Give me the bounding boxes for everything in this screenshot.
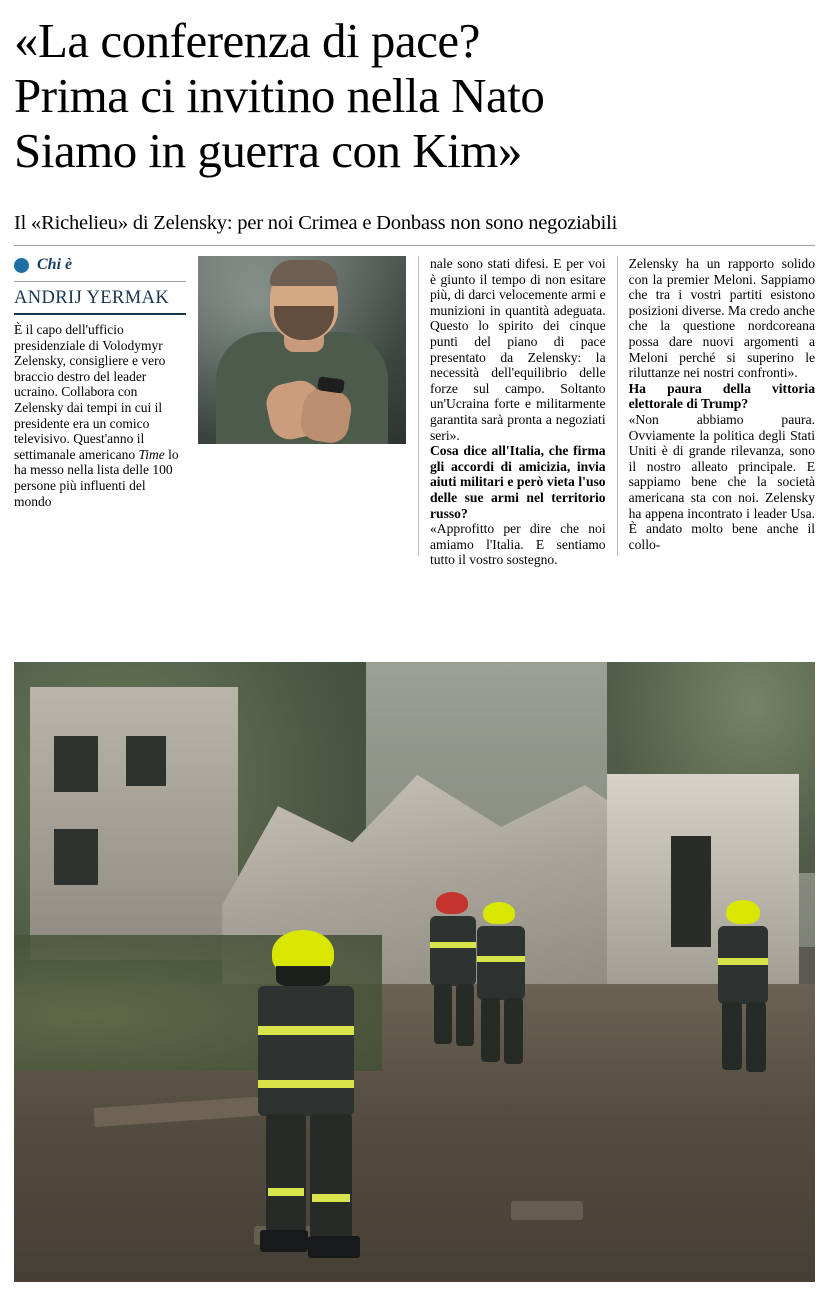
- profile-box-label: Chi è: [37, 256, 73, 274]
- profile-box-header: [14, 256, 186, 274]
- headline-line-1: «La conferenza di pace?: [14, 13, 480, 68]
- newspaper-page: [0, 14, 829, 1294]
- profile-box: [14, 256, 418, 566]
- profile-name: ANDRIJ YERMAK: [14, 288, 170, 309]
- firefighter-right: [704, 900, 784, 1080]
- bullet-dot-icon: [14, 258, 29, 273]
- column-divider-1: [418, 256, 419, 556]
- paragraph: «Approfitto per dire che noi amiamo l'Italia. E sentiamo tutto il vostro sostegno.: [429, 521, 606, 568]
- headline-line-2: Prima ci invitino nella Nato: [14, 67, 545, 123]
- headline-line-3: Siamo in guerra con Kim»: [14, 122, 522, 178]
- page-title: [14, 14, 815, 179]
- column-divider-2: [617, 256, 618, 556]
- interview-question: Cosa dice all'Italia, che firma gli accordi di amicizia, invia aiuti militari e però vieta l'uso delle sue armi nel territorio russo?: [429, 443, 606, 521]
- subheadline: Il «Richelieu» di Zelensky: per noi Crimea e Donbass non sono negoziabili: [14, 212, 618, 235]
- profile-divider-top: [14, 281, 186, 282]
- paragraph: nale sono stati difesi. E per voi è giunto il tempo di non esitare più, di darci velocemente armi e munizioni in quantità adeguata. Questo lo spirito dei cinque punti del piano di pace presentato da Zelensky: la necessità dell'equilibrio delle forze sul campo. Soltanto un'Ucraina forte e militarmente garantita sarà pronta a negoziati seri».: [429, 256, 606, 443]
- profile-divider-bottom: [14, 313, 186, 315]
- interview-question: Ha paura della vittoria elettorale di Trump?: [628, 380, 816, 412]
- profile-body: [14, 322, 186, 509]
- paragraph: Zelensky ha un rapporto solido con la premier Meloni. Sappiamo che tra i vostri partiti esistono posizioni diverse. Ma credo anche che la questione nordcoreana possa dare nuovi argomenti a Meloni perché si superino le riluttanze nei nostri confronti».: [628, 256, 816, 381]
- article-columns: [14, 256, 815, 566]
- firefighter-mid-2: [469, 902, 539, 1072]
- main-photo: [14, 662, 815, 1282]
- firefighter-foreground: [244, 930, 404, 1270]
- profile-body-part1: È il capo dell'ufficio presidenziale di Volodymyr Zelensky, consigliere e vero braccio destro del leader ucraino. Collabora con Zelensky dai tempi in cui il presidente era un comico televisivo. Quest'anno il settimanale americano: [14, 322, 166, 462]
- header-divider: [14, 245, 815, 246]
- profile-body-part2: lo ha messo nella lista delle 100 persone più influenti del mondo: [14, 446, 179, 509]
- article-column-3: [629, 256, 815, 566]
- paragraph: «Non abbiamo paura. Ovviamente la politica degli Stati Uniti è di grande rilevanza, sono il nostro alleato principale. E sappiamo bene che la società americana sta con noi. Zelensky ha appena incontrato i leader Usa. È andato molto bene anche il collo-: [628, 411, 816, 552]
- portrait-photo: [198, 256, 406, 444]
- article-column-2: [430, 256, 617, 566]
- profile-body-italic: Time: [138, 446, 165, 462]
